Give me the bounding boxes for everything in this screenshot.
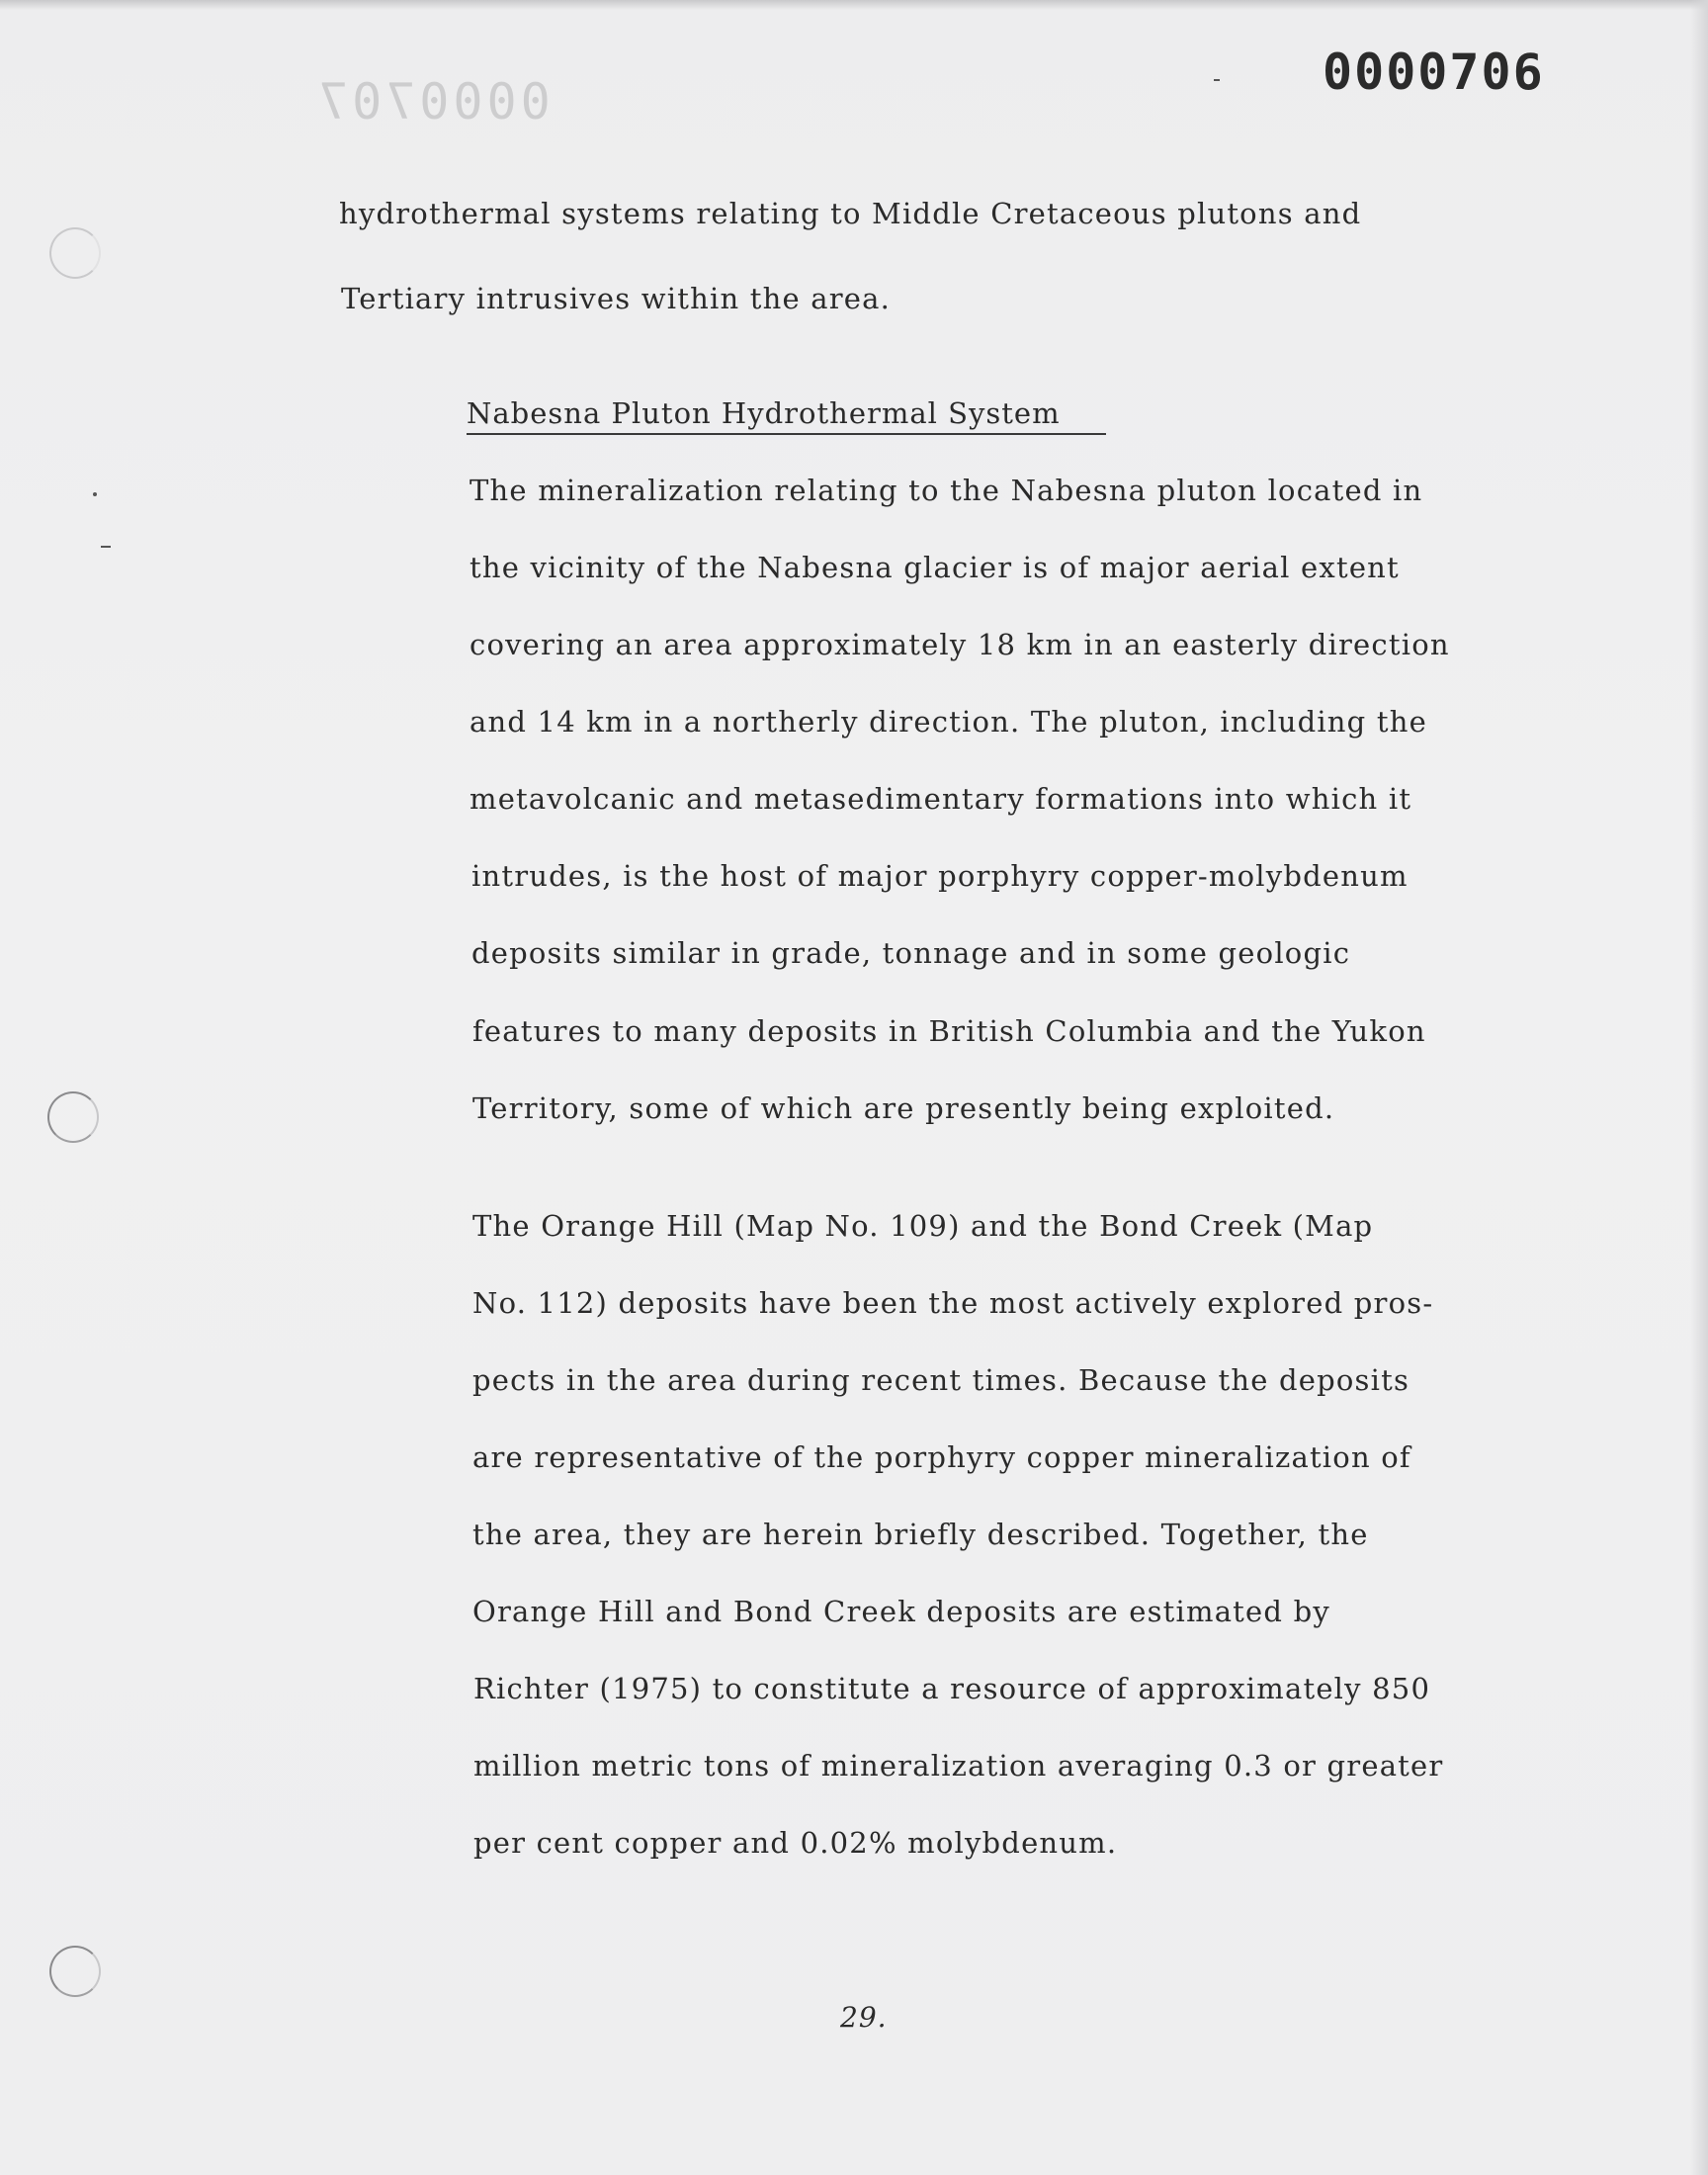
scan-speck: [101, 546, 111, 548]
body-text-line: Tertiary intrusives within the area.: [341, 282, 892, 315]
body-text-line: covering an area approximately 18 km in an easterly direction: [470, 628, 1450, 661]
punch-hole-top: [49, 227, 101, 279]
body-text-line: The Orange Hill (Map No. 109) and the Bond Creek (Map: [472, 1209, 1374, 1243]
punch-hole-bottom: [49, 1946, 101, 1997]
body-text-line: million metric tons of mineralization averaging 0.3 or greater: [473, 1749, 1444, 1783]
body-text-line: the vicinity of the Nabesna glacier is of major aerial extent: [470, 551, 1400, 584]
body-text-line: are representative of the porphyry copper mineralization of: [472, 1440, 1411, 1474]
body-text-line: The mineralization relating to the Nabesna pluton located in: [470, 474, 1423, 507]
body-text-line: the area, they are herein briefly described. Together, the: [472, 1518, 1369, 1551]
body-text-line: Orange Hill and Bond Creek deposits are estimated by: [472, 1595, 1330, 1628]
scan-speck: [93, 492, 97, 496]
body-text-line: deposits similar in grade, tonnage and in some geologic: [471, 936, 1351, 970]
body-text-line: hydrothermal systems relating to Middle Cretaceous plutons and: [339, 197, 1362, 230]
body-text-line: per cent copper and 0.02% molybdenum.: [473, 1826, 1118, 1860]
body-text-line: No. 112) deposits have been the most actively explored pros-: [472, 1286, 1434, 1320]
scan-speck: [1214, 79, 1220, 81]
body-text-line: intrudes, is the host of major porphyry copper-molybdenum: [471, 859, 1409, 893]
document-number-stamp: 0000706: [1323, 44, 1545, 101]
body-text-line: features to many deposits in British Columbia and the Yukon: [472, 1014, 1426, 1048]
body-text-line: metavolcanic and metasedimentary formations into which it: [470, 782, 1412, 816]
page-number: 29.: [840, 2001, 888, 2034]
body-text-line: pects in the area during recent times. Because the deposits: [472, 1363, 1410, 1397]
section-heading: Nabesna Pluton Hydrothermal System: [467, 395, 1106, 435]
body-text-line: Richter (1975) to constitute a resource of approximately 850: [473, 1672, 1431, 1705]
punch-hole-middle: [47, 1091, 99, 1143]
body-text-line: and 14 km in a northerly direction. The pluton, including the: [470, 705, 1427, 739]
bleed-through-stamp: 0000707: [314, 73, 551, 130]
body-text-line: Territory, some of which are presently being exploited.: [472, 1091, 1335, 1125]
